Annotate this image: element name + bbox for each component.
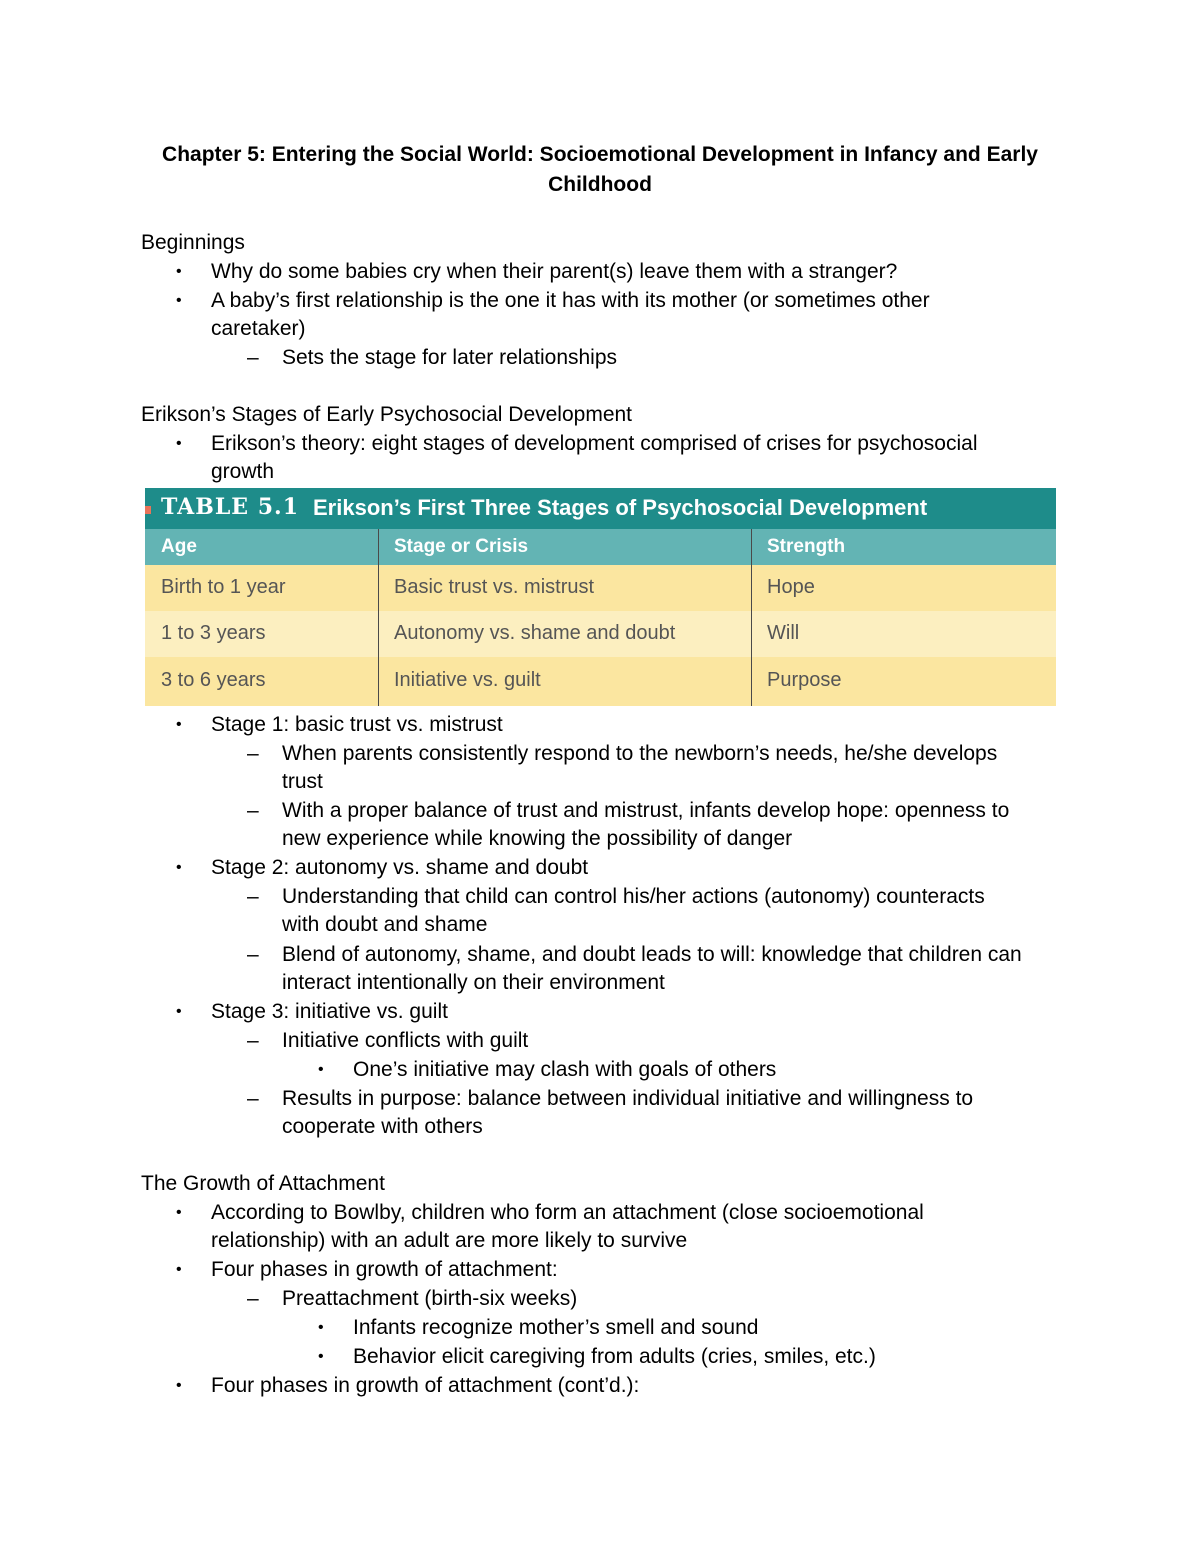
bullet-marker: • [176, 435, 182, 452]
table-cell: Autonomy vs. shame and doubt [394, 622, 676, 644]
table-row [145, 611, 1056, 657]
sub-list-item: With a proper balance of trust and mistrust, infants develop hope: openness to [282, 799, 1010, 822]
sub-list-item-continuation: trust [282, 770, 323, 793]
sub-list-item: Results in purpose: balance between individual initiative and willingness to [282, 1087, 974, 1110]
bullet-marker: • [176, 1377, 182, 1394]
table-row [145, 657, 1056, 706]
section-heading-erikson: Erikson’s Stages of Early Psychosocial Development [141, 403, 633, 426]
dash-marker: – [247, 346, 259, 369]
dash-marker: – [247, 799, 259, 822]
sub-sub-list-item: Infants recognize mother’s smell and sound [353, 1316, 759, 1339]
dash-marker: – [247, 1087, 259, 1110]
table-name: Erikson’s First Three Stages of Psychosocial Development [313, 495, 928, 520]
bullet-marker: • [318, 1061, 324, 1078]
sub-list-item-continuation: cooperate with others [282, 1115, 483, 1138]
list-item-continuation: growth [211, 460, 275, 483]
table-cell: Hope [767, 576, 815, 598]
table-header-cell: Strength [767, 536, 846, 557]
bullet-marker: • [176, 716, 182, 733]
list-item: Four phases in growth of attachment: [211, 1258, 558, 1281]
bullet-marker: • [176, 292, 182, 309]
sub-list-item: Preattachment (birth-six weeks) [282, 1287, 578, 1310]
section-heading-beginnings: Beginnings [141, 231, 245, 254]
dash-marker: – [247, 1287, 259, 1310]
bullet-marker: • [176, 859, 182, 876]
list-item: Why do some babies cry when their parent(s) leave them with a stranger? [211, 260, 898, 283]
table-header-cell: Stage or Crisis [394, 536, 529, 557]
sub-sub-list-item: Behavior elicit caregiving from adults (cries, smiles, etc.) [353, 1345, 876, 1368]
bullet-marker: • [176, 1204, 182, 1221]
dash-marker: – [247, 943, 259, 966]
title-line-1: Chapter 5: Entering the Social World: Socioemotional Development in Infancy and Early [162, 143, 1038, 166]
table-cell: Birth to 1 year [161, 576, 286, 598]
bullet-marker: • [318, 1319, 324, 1336]
list-item: Erikson’s theory: eight stages of development comprised of crises for psychosocial [211, 432, 978, 455]
sub-sub-list-item: One’s initiative may clash with goals of others [353, 1058, 777, 1081]
table-cell: Will [767, 622, 800, 644]
list-item: Stage 3: initiative vs. guilt [211, 1000, 448, 1023]
table-cell: Basic trust vs. mistrust [394, 576, 595, 598]
table-cell: Initiative vs. guilt [394, 669, 541, 691]
list-item-continuation: caretaker) [211, 317, 306, 340]
sub-list-item: Sets the stage for later relationships [282, 346, 618, 369]
table-number: TABLE 5.1 [161, 494, 300, 520]
sub-list-item-continuation: new experience while knowing the possibility of danger [282, 827, 793, 850]
dash-marker: – [247, 1029, 259, 1052]
sub-list-item: Blend of autonomy, shame, and doubt leads to will: knowledge that children can [282, 943, 1022, 966]
table-column-divider [751, 529, 752, 706]
dash-marker: – [247, 742, 259, 765]
table-cell: 3 to 6 years [161, 669, 266, 691]
table-cell: 1 to 3 years [161, 622, 266, 644]
table-column-divider [378, 529, 379, 706]
title-line-2: Childhood [548, 173, 652, 196]
list-item-continuation: relationship) with an adult are more likely to survive [211, 1229, 688, 1252]
table-cell: Purpose [767, 669, 842, 691]
sub-list-item: Understanding that child can control his/her actions (autonomy) counteracts [282, 885, 985, 908]
list-item: Four phases in growth of attachment (cont’d.): [211, 1374, 640, 1397]
table-5-1 [145, 488, 1056, 706]
bullet-marker: • [318, 1348, 324, 1365]
table-title-bar [145, 488, 1056, 529]
list-item: Stage 1: basic trust vs. mistrust [211, 713, 503, 736]
bullet-marker: • [176, 1003, 182, 1020]
list-item: A baby’s first relationship is the one it has with its mother (or sometimes other [211, 289, 930, 312]
list-item: Stage 2: autonomy vs. shame and doubt [211, 856, 589, 879]
sub-list-item-continuation: interact intentionally on their environment [282, 971, 665, 994]
page-title [150, 140, 1050, 200]
dash-marker: – [247, 885, 259, 908]
sub-list-item: When parents consistently respond to the newborn’s needs, he/she develops [282, 742, 998, 765]
bullet-marker: • [176, 1261, 182, 1278]
table-title-marker [145, 506, 151, 514]
sub-list-item-continuation: with doubt and shame [282, 913, 488, 936]
table-header-row [145, 529, 1056, 565]
list-item: According to Bowlby, children who form an attachment (close socioemotional [211, 1201, 924, 1224]
bullet-marker: • [176, 263, 182, 280]
sub-list-item: Initiative conflicts with guilt [282, 1029, 529, 1052]
section-heading-attachment: The Growth of Attachment [141, 1172, 385, 1195]
table-row [145, 565, 1056, 611]
table-header-cell: Age [161, 536, 197, 557]
